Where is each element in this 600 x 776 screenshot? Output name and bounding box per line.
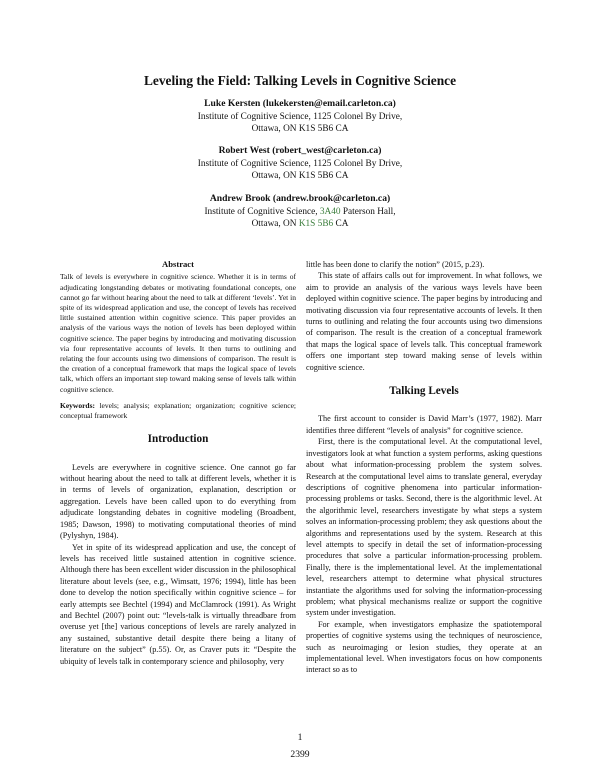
author-name: Robert West (robert_west@carleton.ca) [218,145,382,156]
author-affiliation: Ottawa, ON K1S 5B6 CA [251,171,349,181]
proceedings-page-number: 2399 [290,749,310,760]
talking-paragraph-1: The first account to consider is David Marr’s (1977, 1982). Marr identifies three different “levels of analysis” for cognitive science. [306,414,542,435]
page-number: 1 [297,732,303,743]
left-column [60,259,296,667]
keywords-text: levels; analysis; explanation; organization; cognitive science; conceptual framework [60,400,297,421]
talking-levels-heading: Talking Levels [389,385,459,398]
right-paragraph-1: This state of affairs calls out for improvement. In what follows, we aim to provide an analysis of the various ways levels have been deployed within cognitive science. The paper begins by introducing and motivating discussion via four representative accounts of levels. It then turns to outlining and relating the four accounts using two dimensions of comparison. The result is the creation of a conceptual framework that maps the logical space of levels talk. This conceptual framework offers one important step toward making sense of levels within cognitive science. [306,271,542,372]
talking-paragraph-2: First, there is the computational level. At the computational level, investigators look at what function a system performs, asking questions about what information-processing problem the system solves. Research at the computational level aims to translate general, everyday descriptions of cognitive phenomena into particular information-processing problems or tasks. Second, there is the algorithmic level. At the algorithmic level, researchers investigate by what steps a system solves an information-processing problem; they ask questions about the algorithms and representations used by the system. Research at this level attempts to specify in detail the set of information-processing procedures that solve a particular information-processing problem. Finally, there is the implementational level. At the implementational level, researchers attempt to determine what physical structures instantiate the algorithms used for solving the information-processing problem; what physical mechanisms realize or support the cognitive system under investigation. [306,437,542,618]
intro-paragraph-1: Levels are everywhere in cognitive science. One cannot go far without hearing about the need to talk at different levels, whether it is in terms of levels of organization, explanation, description or aggregation. Levels have been called upon to do everything from adjudicate longstanding debates in cognitive modeling (Broadbent, 1985; Dawson, 1998) to motivating computational theories of mind (Pylyshyn, 1984). [60,462,296,541]
affil-highlight: 3A40 [319,206,341,217]
affil-text: Ottawa, ON [251,219,299,229]
intro-paragraph-2: Yet in spite of its widespread application and use, the concept of levels has received little sustained attention in cognitive science. Although there has been excellent wider discussion in the philosophical literature about levels (see, e.g., Wimsatt, 1976; 1994), little has been done to develop the notion specifically within cognitive science – for early attempts see Bechtel (1994) and McClamrock (1991). As Wright and Bechtel (2007) point out: “levels-talk is virtually threadbare from overuse yet [the] various conceptions of levels are rarely analyzed in any sustained, substantive detail despite there being a litany of literature on the subject” (p.55). Or, as Craver puts it: “Despite the ubiquity of levels talk in contemporary science and philosophy, very [60,542,296,666]
right-column [306,259,542,676]
author-block-1 [0,98,600,136]
affil-text: CA [333,219,349,229]
author-affiliation [0,206,600,219]
keywords-label: Keywords: [60,400,95,410]
author-affiliation: Institute of Cognitive Science, 1125 Colonel By Drive, [197,111,403,122]
abstract-text: Talk of levels is everywhere in cognitive science. Whether it is in terms of adjudicating longstanding debates or motivating foundational concepts, one cannot go far without hearing about the need to talk at different ‘levels’. Yet in spite of its widespread application and use, the concept of levels has received little sustained attention within cognitive science. This paper provides an analysis of the various ways the notion of levels has been deployed within cognitive science. The paper begins by introducing and motivating discussion via four representative accounts of levels. It then turns to outlining and relating the four accounts using two dimensions of comparison. The result is the creation of a conceptual framework that maps the logical space of levels talk, which offers an important step toward making sense of levels talk within cognitive science. [60,272,296,394]
author-name: Luke Kersten (lukekersten@email.carleton.ca) [204,98,396,109]
abstract-heading: Abstract [162,259,194,269]
paper-title: Leveling the Field: Talking Levels in Cognitive Science [143,73,457,88]
author-block-3 [0,193,600,231]
author-affiliation: Institute of Cognitive Science, 1125 Colonel By Drive, [197,158,403,169]
affil-text: Paterson Hall, [340,206,396,217]
author-affiliation [0,218,600,231]
author-name: Andrew Brook (andrew.brook@carleton.ca) [209,193,391,204]
right-paragraph-0: little has been done to clarify the notion” (2015, p.23). [306,260,485,269]
talking-paragraph-3: For example, when investigators emphasize the spatiotemporal properties of cognitive systems using the techniques of neuroscience, such as neuroimaging or lesion studies, they operate at an implementational level. When investigators focus on how components interact so as to [306,619,542,675]
affil-highlight: K1S 5B6 [298,219,334,229]
affil-text: Institute of Cognitive Science, [204,206,320,217]
author-affiliation: Ottawa, ON K1S 5B6 CA [251,124,349,134]
keywords [60,401,296,421]
author-block-2 [0,145,600,183]
introduction-heading: Introduction [147,433,209,446]
